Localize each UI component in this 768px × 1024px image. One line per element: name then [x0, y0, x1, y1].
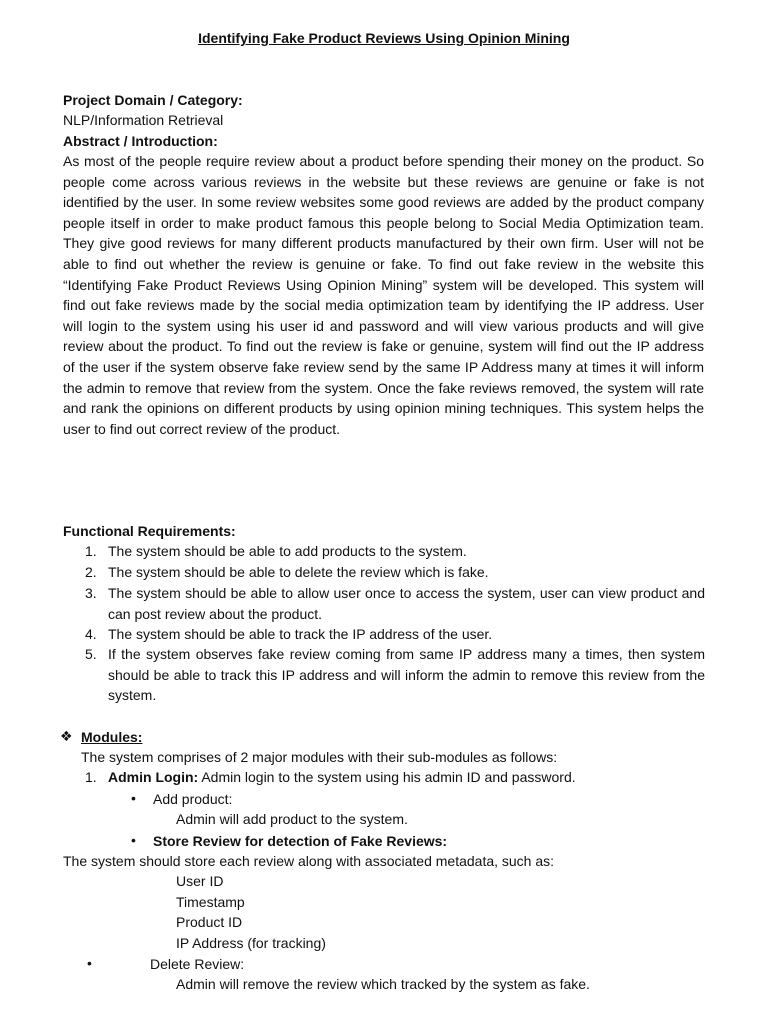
list-item: The system should be able to track the IP address of the user.	[108, 626, 493, 642]
sub-module-delete-review: Delete Review:	[150, 956, 245, 972]
list-item: The system should be able to delete the review which is fake.	[108, 564, 489, 580]
domain-value: NLP/Information Retrieval	[63, 112, 224, 128]
functional-heading: Functional Requirements:	[63, 523, 236, 539]
sub-module-add-product: Add product:	[153, 791, 233, 807]
list-item-number: 2.	[85, 564, 97, 580]
diamond-bullet-icon: ❖	[60, 728, 73, 744]
modules-heading: Modules:	[81, 729, 143, 745]
list-item-number: 5.	[85, 646, 97, 662]
list-item-number: 4.	[85, 626, 97, 642]
module-admin-login	[108, 767, 576, 788]
abstract-heading: Abstract / Introduction:	[63, 133, 218, 149]
metadata-item: User ID	[176, 873, 224, 889]
document-title: Identifying Fake Product Reviews Using Opinion Mining	[198, 30, 570, 46]
module-number: 1.	[85, 769, 97, 785]
metadata-item: Timestamp	[176, 894, 245, 910]
list-item: The system should be able to allow user once to access the system, user can view product and can post review about the product.	[108, 585, 705, 622]
list-item-number: 1.	[85, 543, 97, 559]
list-item: The system should be able to add products to the system.	[108, 543, 467, 559]
metadata-item: Product ID	[176, 914, 243, 930]
sub-module-description: Admin will remove the review which tracked by the system as fake.	[176, 976, 590, 992]
module-description: Admin login to the system using his admin ID and password.	[198, 769, 576, 785]
sub-module-description: Admin will add product to the system.	[176, 811, 408, 827]
modules-intro: The system comprises of 2 major modules with their sub-modules as follows:	[81, 749, 558, 765]
domain-heading: Project Domain / Category:	[63, 92, 243, 108]
abstract-paragraph: As most of the people require review about a product before spending their money on the product. So people come across various reviews in the website but these reviews are genuine or fake is not identified by the user. In some review websites some good reviews are added by the product company people itself in order to make product famous this people belong to Social Media Optimization team. They give good reviews for many different products manufactured by their own firm. User will not be able to find out whether the review is genuine or fake. To find out fake review in the website this “Identifying Fake Product Reviews Using Opinion Mining” system will be developed. This system will find out fake reviews made by the social media optimization team by identifying the IP address. User will login to the system using his user id and password and will view various products and will give review about the product. To find out the review is fake or genuine, system will find out the IP address of the user if the system observe fake review send by the same IP Address many at times it will inform the admin to remove that review from the system. Once the fake reviews removed, the system will rate and rank the opinions on different products by using opinion mining techniques. This system helps the user to find out correct review of the product.	[63, 153, 704, 437]
bullet-icon: •	[87, 955, 92, 971]
list-item-number: 3.	[85, 585, 97, 601]
module-label: Admin Login:	[108, 769, 199, 785]
metadata-item: IP Address (for tracking)	[176, 935, 326, 951]
bullet-icon: •	[131, 832, 136, 848]
sub-module-store-review: Store Review for detection of Fake Reviews:	[153, 833, 448, 849]
list-item: If the system observes fake review coming from same IP address many a times, then system should be able to track this IP address and will inform the admin to remove this review from the system.	[108, 646, 705, 704]
store-review-description: The system should store each review along with associated metadata, such as:	[63, 853, 555, 869]
bullet-icon: •	[131, 790, 136, 806]
